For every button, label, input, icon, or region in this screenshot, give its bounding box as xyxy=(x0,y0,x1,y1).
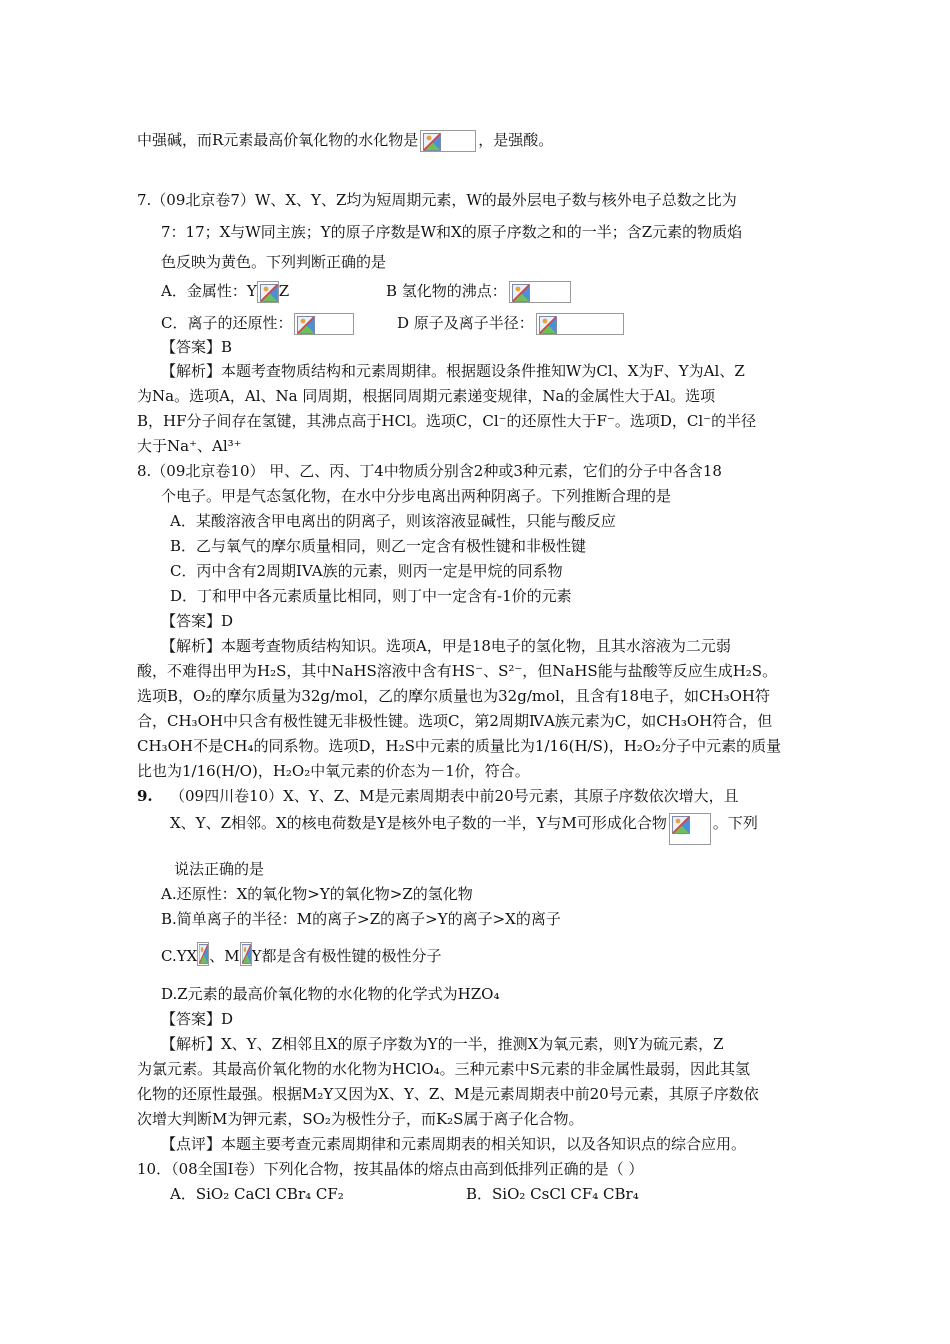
q8-answer: 【答案】D xyxy=(161,612,234,630)
q8-explanation-line: 【解析】本题考查物质结构知识。选项A，甲是18电子的氢化物，且其水溶液为二元弱 xyxy=(161,637,731,655)
text-line xyxy=(137,130,553,152)
option-text: C.YX xyxy=(161,947,198,965)
q8-explanation-line: 选项B，O₂的摩尔质量为32g/mol，乙的摩尔质量也为32g/mol，且含有18电子，如CH₃OH符 xyxy=(137,687,770,705)
q9-stem-line2 xyxy=(170,813,758,845)
option-text: Z xyxy=(278,282,290,300)
q7-option-d xyxy=(397,313,626,335)
q10-stem: 10．（08全国Ⅰ卷）下列化合物，按其晶体的熔点由高到低排列正确的是（ ） xyxy=(137,1160,644,1178)
q9-explanation-line: 化物的还原性最强。根据M₂Y又因为X、Y、Z、M是元素周期表中前20号元素，其原子序数依 xyxy=(137,1085,759,1103)
broken-image-icon xyxy=(509,281,571,303)
q9-option-c xyxy=(161,942,442,966)
option-text: Y都是含有极性键的极性分子 xyxy=(251,947,442,965)
q7-explanation-line: 为Na。选项A，Al、Na 同周期，根据同周期元素递变规律，Na的金属性大于Al。选项 xyxy=(137,387,716,405)
text-fragment: X、Y、Z相邻。X的核电荷数是Y是核外电子数的一半，Y与M可形成化合物 xyxy=(170,814,667,832)
q8-explanation-line: CH₃OH不是CH₄的同系物。选项D，H₂S中元素的质量比为1/16(H/S)，H₂O₂分子中元素的质量 xyxy=(137,737,782,755)
broken-image-icon xyxy=(294,313,354,335)
option-text: 、M xyxy=(209,947,240,965)
q7-stem-line1: 7.（09北京卷7）W、X、Y、Z均为短周期元素，W的最外层电子数与核外电子总数之比为 xyxy=(137,191,737,209)
q9-explanation-line: 次增大判断M为钾元素，SO₂为极性分子，而K₂S属于离子化合物。 xyxy=(137,1110,584,1128)
q7-explanation-line: B，HF分子间存在氢键，其沸点高于HCl。选项C，Cl⁻的还原性大于F⁻。选项D，Cl⁻的半径 xyxy=(137,412,757,430)
broken-image-icon xyxy=(197,942,209,966)
q10-option-a: A．SiO₂ CaCl CBr₄ CF₂ xyxy=(170,1185,344,1203)
option-text: D 原子及离子半径： xyxy=(397,314,534,332)
q7-answer: 【答案】B xyxy=(161,338,233,356)
q7-stem-line2: 7：17；X与W同主族；Y的原子序数是W和X的原子序数之和的一半；含Z元素的物质焰 xyxy=(161,223,743,241)
q9-stem-line3: 说法正确的是 xyxy=(174,860,265,878)
broken-image-icon xyxy=(669,813,711,845)
broken-image-icon xyxy=(536,313,624,335)
q8-explanation-line: 合，CH₃OH中只含有极性键无非极性键。选项C，第2周期ⅣA族元素为C，如CH₃OH符合，但 xyxy=(137,712,773,730)
option-text: A．金属性：Y xyxy=(161,282,257,300)
broken-image-icon xyxy=(420,130,476,152)
q7-option-b xyxy=(386,281,573,303)
q7-option-a xyxy=(161,281,289,303)
q8-explanation-line: 酸，不难得出甲为H₂S，其中NaHS溶液中含有HS⁻、S²⁻，但NaHS能与盐酸等反应生成H₂S。 xyxy=(137,662,778,680)
broken-image-icon xyxy=(240,942,252,966)
option-text: B 氢化物的沸点： xyxy=(386,282,507,300)
q8-stem-line1: 8.（09北京卷10） 甲、乙、丙、丁4中物质分别含2种或3种元素，它们的分子中各含18 xyxy=(137,462,722,480)
q7-explanation-line: 大于Na⁺、Al³⁺ xyxy=(137,437,242,455)
q8-option-c: C．丙中含有2周期IVA族的元素，则丙一定是甲烷的同系物 xyxy=(170,562,563,580)
q9-option-a: A.还原性：X的氧化物>Y的氧化物>Z的氢化物 xyxy=(161,885,473,903)
q9-answer: 【答案】D xyxy=(161,1010,234,1028)
q9-explanation-line: 【解析】X、Y、Z相邻且X的原子序数为Y的一半，推测X为氧元素，则Y为硫元素，Z xyxy=(161,1035,724,1053)
q9-comment: 【点评】本题主要考查元素周期律和元素周期表的相关知识，以及各知识点的综合应用。 xyxy=(161,1135,747,1153)
q7-stem-line3: 色反映为黄色。下列判断正确的是 xyxy=(161,253,387,271)
q9-option-b: B.简单离子的半径：M的离子>Z的离子>Y的离子>X的离子 xyxy=(161,910,561,928)
q8-option-d: D．丁和甲中各元素质量比相同，则丁中一定含有-1价的元素 xyxy=(170,587,572,605)
q7-option-c xyxy=(161,313,356,335)
text-fragment: 。下列 xyxy=(712,814,758,832)
q8-explanation-line: 比也为1/16(H/O)，H₂O₂中氧元素的价态为－1价，符合。 xyxy=(137,762,530,780)
q9-stem-line1: （09四川卷10）X、Y、Z、M是元素周期表中前20号元素，其原子序数依次增大，且 xyxy=(170,787,739,805)
q8-option-a: A．某酸溶液含甲电离出的阴离子，则该溶液显碱性，只能与酸反应 xyxy=(170,512,616,530)
q10-option-b: B．SiO₂ CsCl CF₄ CBr₄ xyxy=(466,1185,639,1203)
q9-explanation-line: 为氯元素。其最高价氧化物的水化物为HClO₄。三种元素中S元素的非金属性最弱，因此其氢 xyxy=(137,1060,750,1078)
q9-option-d: D.Z元素的最高价氧化物的水化物的化学式为HZO₄ xyxy=(161,985,500,1003)
q8-option-b: B．乙与氧气的摩尔质量相同，则乙一定含有极性键和非极性键 xyxy=(170,537,587,555)
text-fragment: ，是强酸。 xyxy=(478,131,554,149)
q7-explanation-line: 【解析】本题考查物质结构和元素周期律。根据题设条件推知W为Cl、X为F、Y为Al、Z xyxy=(161,362,745,380)
q9-number: 9. xyxy=(137,787,153,805)
option-text: C．离子的还原性： xyxy=(161,314,293,332)
broken-image-icon xyxy=(257,281,279,303)
q8-stem-line2: 个电子。甲是气态氢化物，在水中分步电离出两种阴离子。下列推断合理的是 xyxy=(161,487,672,505)
text-fragment: 中强碱，而R元素最高价氧化物的水化物是 xyxy=(137,131,419,149)
